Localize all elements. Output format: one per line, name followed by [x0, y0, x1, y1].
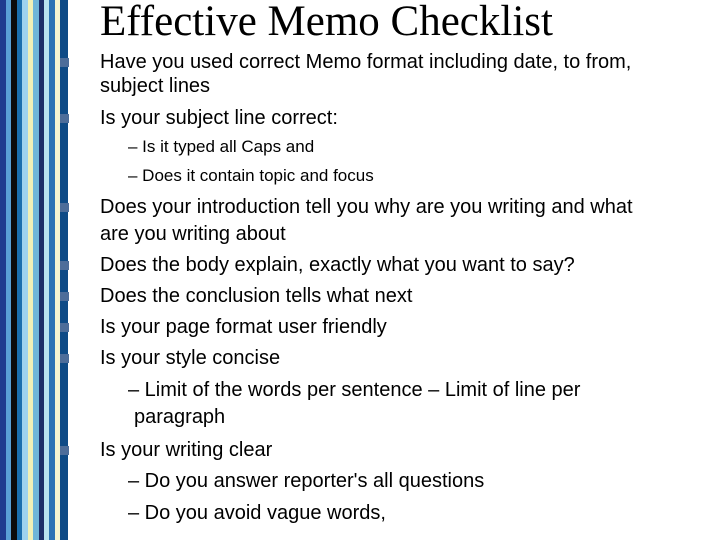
sub-item-text: – Is it typed all Caps and	[128, 137, 315, 156]
bullet-item-text: Is your style concise	[100, 347, 281, 369]
decorative-stripe-bar	[0, 0, 68, 540]
sub-item-text: – Limit of the words per sentence – Limit of line per	[128, 379, 581, 401]
stripe	[60, 0, 68, 540]
slide-title: Effective Memo Checklist	[100, 0, 553, 45]
sub-item-text: paragraph	[134, 406, 226, 428]
bullet-item-text: are you writing about	[100, 223, 286, 245]
bullet-marker	[60, 354, 69, 363]
bullet-item-text: Does the conclusion tells what next	[100, 285, 413, 307]
sub-item-text: – Do you answer reporter's all questions	[128, 470, 485, 492]
bullet-item-text: Is your writing clear	[100, 439, 273, 461]
bullet-item-text: Does the body explain, exactly what you want to say?	[100, 254, 575, 276]
bullet-marker	[60, 261, 69, 270]
bullet-item-text: Is your page format user friendly	[100, 316, 387, 338]
bullet-marker	[60, 292, 69, 301]
sub-item-text: – Does it contain topic and focus	[128, 166, 374, 185]
bullet-marker	[60, 446, 69, 455]
bullet-item-text: Does your introduction tell you why are you writing and what	[100, 196, 633, 218]
bullet-marker	[60, 114, 69, 123]
bullet-item-text: Is your subject line correct:	[100, 107, 338, 129]
bullet-item-text: Have you used correct Memo format including date, to from,	[100, 51, 632, 73]
sub-item-text: – Do you avoid vague words,	[128, 502, 386, 524]
bullet-item-text: subject lines	[100, 75, 211, 97]
bullet-marker	[60, 323, 69, 332]
bullet-marker	[60, 203, 69, 212]
bullet-marker	[60, 58, 69, 67]
